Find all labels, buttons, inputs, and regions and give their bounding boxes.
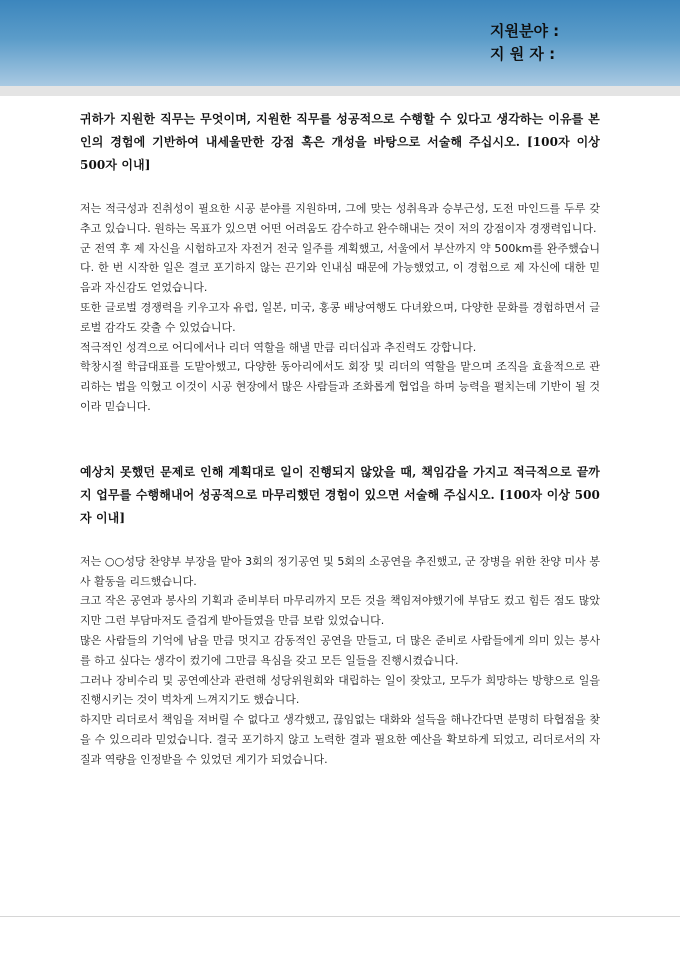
answer-paragraph: 군 전역 후 제 자신을 시험하고자 자전거 전국 일주를 계획했고, 서울에서 부산까지 약 500km를 완주했습니다. 한 번 시작한 일은 결코 포기하지 않는 끈기와 인내심 때문에 가능했었고, 이 경험으로 제 자신에 대한 믿음과 자신감도 얻었습니다. (80, 241, 600, 295)
applicant-info (490, 20, 559, 66)
question-1: 귀하가 지원한 직무는 무엇이며, 지원한 직무를 성공적으로 수행할 수 있다고 생각하는 이유를 본인의 경험에 기반하여 내세울만한 강점 혹은 개성을 바탕으로 서술해 주십시오. [100자 이상 500자 이내] (80, 112, 600, 172)
answer-paragraph: 적극적인 성격으로 어디에서나 리더 역할을 해낼 만큼 리더십과 추진력도 강합니다. (80, 340, 477, 354)
answer-2 (80, 552, 600, 770)
answer-paragraph: 그러나 장비수리 및 공연예산과 관련해 성당위원회와 대립하는 일이 잦았고, 모두가 희망하는 방향으로 일을 진행시키는 것이 벅차게 느껴지기도 했습니다. (80, 673, 600, 707)
question-section-2 (80, 461, 600, 770)
header-divider (0, 86, 680, 96)
answer-paragraph: 크고 작은 공연과 봉사의 기획과 준비부터 마무리까지 모든 것을 책임져야했기에 부담도 컸고 힘든 점도 많았지만 그런 부담마저도 즐겁게 받아들였을 만큼 보람 있었습니다. (80, 594, 600, 628)
answer-paragraph: 저는 ○○성당 찬양부 부장을 맡아 3회의 정기공연 및 5회의 소공연을 추진했고, 군 장병을 위한 찬양 미사 봉사 활동을 리드했습니다. (80, 554, 600, 588)
question-2: 예상치 못했던 문제로 인해 계획대로 일이 진행되지 않았을 때, 책임감을 가지고 적극적으로 끝까지 업무를 수행해내어 성공적으로 마무리했던 경험이 있으면 서술해 주십시오. [100자 이상 500자 이내] (80, 464, 600, 525)
position-field-label: 지원분야 : (490, 22, 560, 40)
answer-paragraph: 많은 사람들의 기억에 남을 만큼 멋지고 감동적인 공연을 만들고, 더 많은 준비로 사람들에게 의미 있는 봉사를 하고 싶다는 생각이 컸기에 그만큼 욕심을 갖고 모든 일들을 진행시켰습니다. (80, 633, 600, 667)
answer-paragraph: 저는 적극성과 진취성이 필요한 시공 분야를 지원하며, 그에 맞는 성취욕과 승부근성, 도전 마인드를 두루 갖추고 있습니다. 원하는 목표가 있으면 어떤 어려움도 감수하고 완수해내는 것이 저의 강점이자 경쟁력입니다. (80, 202, 600, 235)
answer-paragraph: 하지만 리더로서 책임을 져버릴 수 없다고 생각했고, 끊임없는 대화와 설득을 해나간다면 분명히 타협점을 찾을 수 있으리라 믿었습니다. 결국 포기하지 않고 노력한 결과 필요한 예산을 확보하게 되었고, 리더로서의 자질과 역량을 인정받을 수 있었던 계기가 되었습니다. (80, 713, 600, 766)
footer-divider (0, 916, 680, 917)
applicant-name-label: 지 원 자 : (490, 45, 556, 63)
section-spacer (80, 417, 600, 461)
question-section-1 (80, 108, 600, 417)
answer-paragraph: 또한 글로벌 경쟁력을 키우고자 유럽, 일본, 미국, 홍콩 배낭여행도 다녀왔으며, 다양한 문화를 경험하면서 글로벌 감각도 갖출 수 있었습니다. (80, 300, 600, 334)
document-body (80, 108, 600, 770)
answer-1 (80, 199, 600, 417)
header-banner (0, 0, 680, 86)
answer-paragraph: 학창시절 학급대표를 도맡아했고, 다양한 동아리에서도 회장 및 리더의 역할을 맡으며 조직을 효율적으로 관리하는 법을 익혔고 이것이 시공 현장에서 많은 사람들과 조화롭게 협업을 하며 능력을 펼치는데 기반이 될 것이라 믿습니다. (80, 360, 600, 413)
